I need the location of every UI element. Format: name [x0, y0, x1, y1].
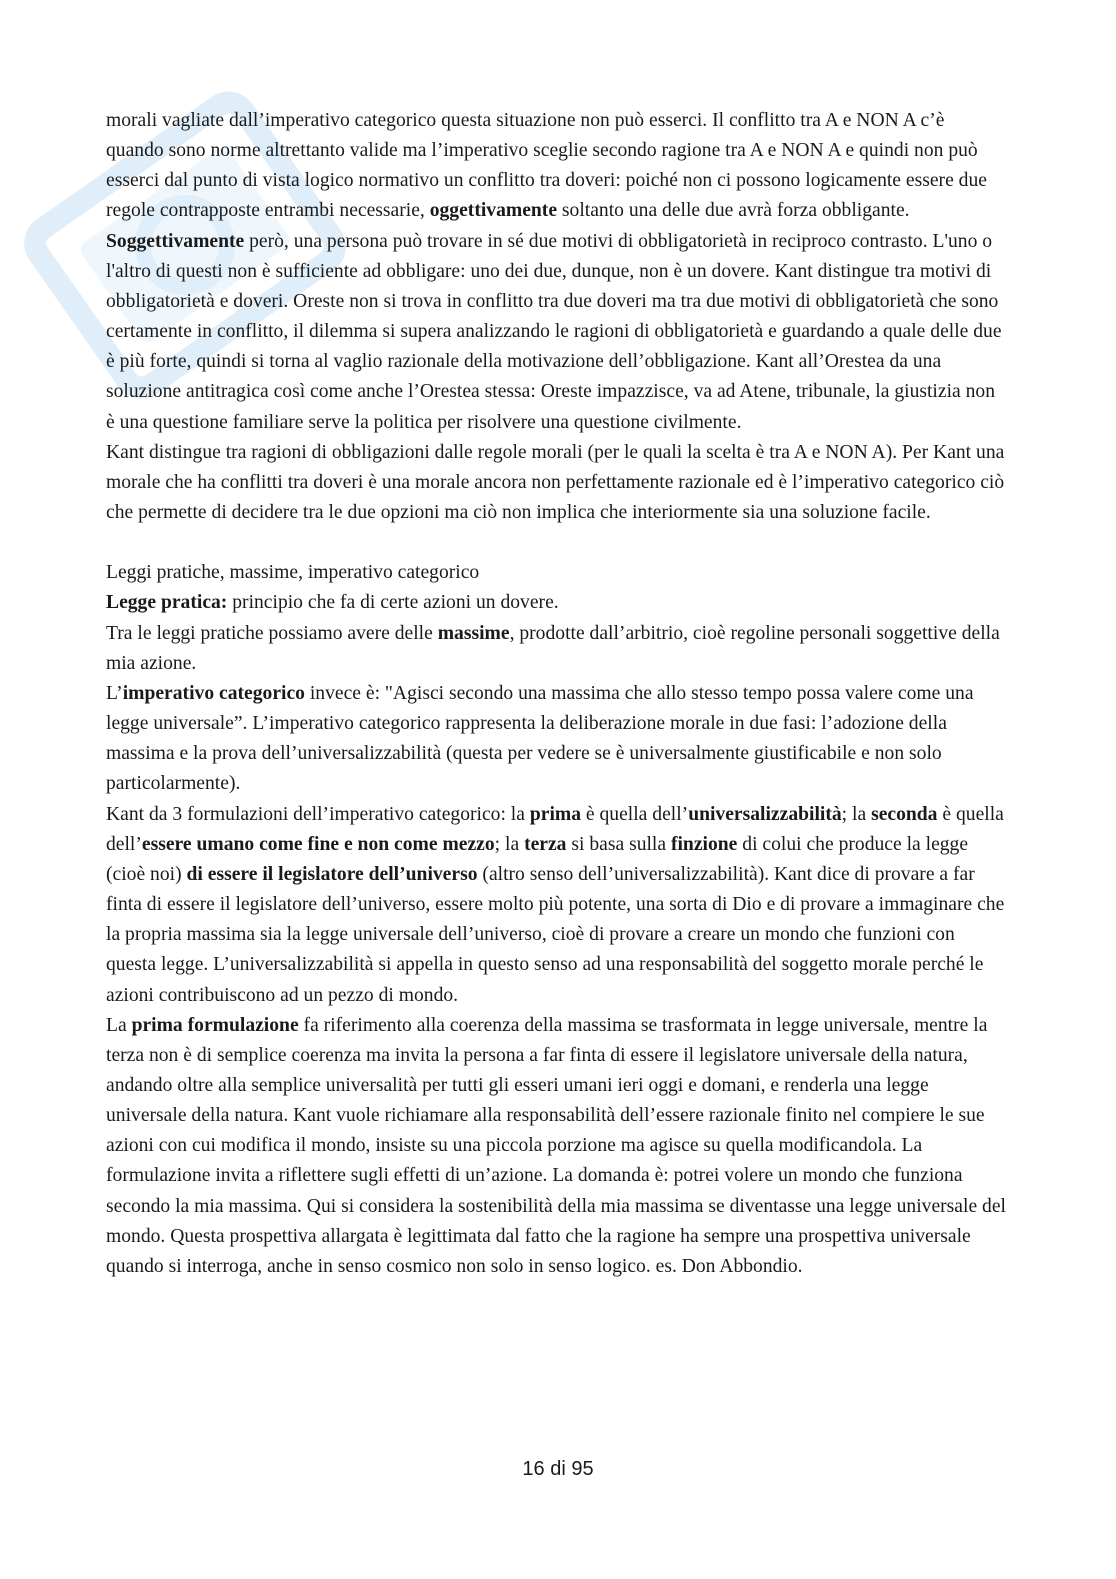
bold-term: terza [524, 833, 567, 855]
paragraph: Legge pratica: principio che fa di certe azioni un dovere. [106, 592, 559, 614]
page-number: 16 di 95 [522, 1458, 594, 1480]
bold-term: Legge pratica: [106, 592, 228, 614]
paragraph-gap [106, 528, 1006, 558]
document-body [106, 106, 1006, 1282]
bold-term: finzione [670, 833, 738, 855]
bold-term: oggettivamente [429, 200, 558, 222]
bold-term: seconda [871, 803, 938, 825]
bold-term: massime [437, 622, 510, 644]
bold-term: universalizzabilità [688, 803, 842, 825]
paragraph: Tra le leggi pratiche possiamo avere delle massime, prodotte dall’arbitrio, cioè regoline personali soggettive della mia azione. [106, 622, 1000, 674]
paragraph: Kant da 3 formulazioni dell’imperativo categorico: la prima è quella dell’universalizzabilità; la seconda è quella dell’essere umano come fine e non come mezzo; la terza si basa sulla finzione di colui che produce la legge (cioè noi) di essere il legislatore dell’universo (altro senso dell’universalizzabilità). Kant dice di provare a far finta di essere il legislatore dell’universo, essere molto più potente, una sorta di Dio e di provare a immaginare che la propria massima sia la legge universale dell’universo, cioè di provare a creare un mondo che funzioni con questa legge. L’universalizzabilità si appella in questo senso ad una responsabilità del soggetto morale perché le azioni contribuiscono ad un pezzo di mondo. [106, 803, 1005, 1006]
bold-term: prima [529, 803, 581, 825]
bold-term: di essere il legislatore dell’universo [186, 863, 478, 885]
bold-term: essere umano come fine e non come mezzo [141, 833, 495, 855]
bold-term: imperativo categorico [122, 682, 305, 704]
section-heading: Leggi pratiche, massime, imperativo categorico [106, 562, 480, 584]
paragraph: morali vagliate dall’imperativo categorico questa situazione non può esserci. Il conflitto tra A e NON A c’è quando sono norme altrettanto valide ma l’imperativo sceglie secondo ragione tra A e NON A e quindi non può esserci dal punto di vista logico normativo un conflitto tra doveri: poiché non ci possono logicamente essere due regole contrapposte entrambi necessarie, oggettivamente soltanto una delle due avrà forza obbligante. Soggettivamente però, una persona può trovare in sé due motivi di obbligatorietà in reciproco contrasto. L'uno o l'altro di questi non è sufficiente ad obbligare: uno dei due, dunque, non è un dovere. Kant distingue tra motivi di obbligatorietà e doveri. Oreste non si trova in conflitto tra due doveri ma tra due motivi di obbligatorietà che sono certamente in conflitto, il dilemma si supera analizzando le ragioni di obbligatorietà e guardando a quale delle due è più forte, quindi si torna al vaglio razionale della motivazione dell’obbligazione. Kant all’Orestea da una soluzione antitragica così come anche l’Orestea stessa: Oreste impazzisce, va ad Atene, tribunale, la giustizia non è una questione familiare serve la politica per risolvere una questione civilmente. [106, 110, 1002, 433]
paragraph: L’imperativo categorico invece è: "Agisci secondo una massima che allo stesso tempo possa valere come una legge universale”. L’imperativo categorico rappresenta la deliberazione morale in due fasi: l’adozione della massima e la prova dell’universalizzabilità (questa per vedere se è universalmente giustificabile e non solo particolarmente). [106, 682, 974, 795]
bold-term: prima formulazione [131, 1014, 299, 1036]
paragraph: Kant distingue tra ragioni di obbligazioni dalle regole morali (per le quali la scelta è tra A e NON A). Per Kant una morale che ha conflitti tra doveri è una morale ancora non perfettamente razionale ed è l’imperativo categorico ciò che permette di decidere tra le due opzioni ma ciò non implica che interiormente sia una soluzione facile. [106, 441, 1005, 524]
bold-term: Soggettivamente [106, 230, 245, 252]
paragraph: La prima formulazione fa riferimento alla coerenza della massima se trasformata in legge universale, mentre la terza non è di semplice coerenza ma invita la persona a far finta di essere il legislatore universale della natura, andando oltre alla semplice universalità per tutti gli esseri umani ieri oggi e domani, e renderla una legge universale della natura. Kant vuole richiamare alla responsabilità dell’essere razionale finito nel compiere le sue azioni con cui modifica il mondo, insiste su una piccola porzione ma agisce su quella modificandola. La formulazione invita a riflettere sugli effetti di un’azione. La domanda è: potrei volere un mondo che funziona secondo la mia massima. Qui si considera la sostenibilità della mia massima se diventasse una legge universale del mondo. Questa prospettiva allargata è legittimata dal fatto che la ragione ha sempre una prospettiva universale quando si interroga, anche in senso cosmico non solo in senso logico. es. Don Abbondio. [106, 1014, 1006, 1277]
